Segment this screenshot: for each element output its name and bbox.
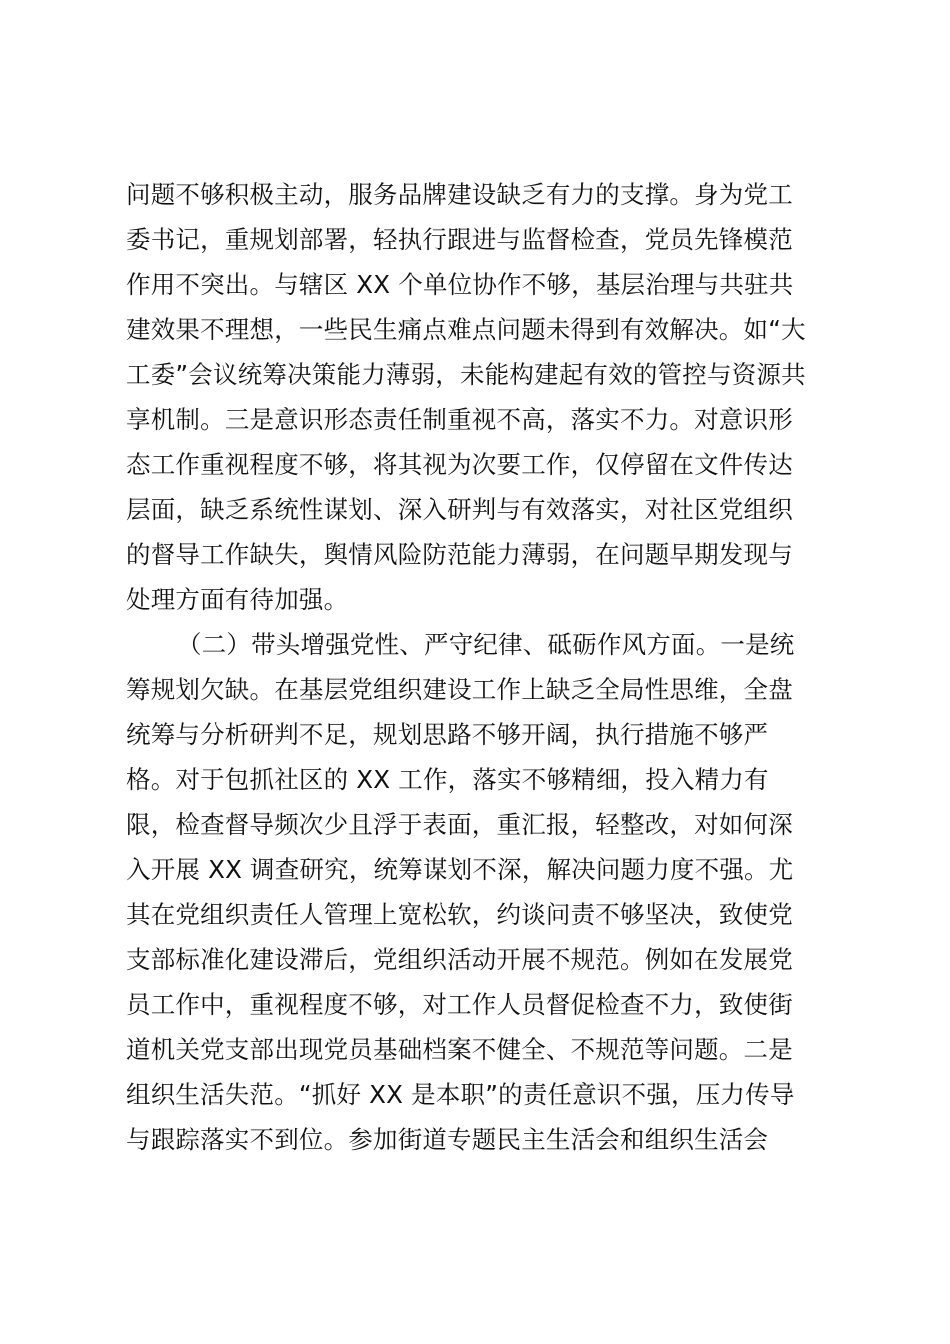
- text-line: 建效果不理想，一些民生痛点难点问题未得到有效解决。如“大: [126, 315, 806, 344]
- text-line: 与跟踪落实不到位。参加街道专题民主生活会和组织生活会: [126, 1125, 769, 1154]
- text-line: 入开展 XX 调查研究，统筹谋划不深，解决问题力度不强。尤: [126, 855, 794, 884]
- text-line: 作用不突出。与辖区 XX 个单位协作不够，基层治理与共驻共: [126, 270, 794, 299]
- text-line: 工委”会议统筹决策能力薄弱，未能构建起有效的管控与资源共: [126, 360, 806, 389]
- text-line: 统筹与分析研判不足，规划思路不够开阔，执行措施不够严: [126, 720, 769, 749]
- text-line: 筹规划欠缺。在基层党组织建设工作上缺乏全局性思维，全盘: [126, 675, 793, 704]
- text-line: 层面，缺乏系统性谋划、深入研判与有效落实，对社区党组织: [126, 495, 793, 524]
- text-line: 享机制。三是意识形态责任制重视不高，落实不力。对意识形: [126, 405, 793, 434]
- text-line: 处理方面有待加强。: [126, 585, 349, 614]
- text-line: 道机关党支部出现党员基础档案不健全、不规范等问题。二是: [126, 1035, 793, 1064]
- text-line: 其在党组织责任人管理上宽松软，约谈问责不够坚决，致使党: [126, 900, 793, 929]
- text-line: 支部标准化建设滞后，党组织活动开展不规范。例如在发展党: [126, 945, 793, 974]
- text-line: 组织生活失范。“抓好 XX 是本职”的责任意识不强，压力传导: [126, 1080, 795, 1109]
- text-line: 员工作中，重视程度不够，对工作人员督促检查不力，致使街: [126, 990, 793, 1019]
- text-line: 限，检查督导频次少且浮于表面，重汇报，轻整改，对如何深: [126, 810, 793, 839]
- text-line: 格。对于包抓社区的 XX 工作，落实不够精细，投入精力有: [126, 765, 769, 794]
- text-line: 问题不够积极主动，服务品牌建设缺乏有力的支撑。身为党工: [126, 180, 793, 209]
- document-body: [126, 172, 836, 1162]
- text-line: 委书记，重规划部署，轻执行跟进与监督检查，党员先锋模范: [126, 225, 793, 254]
- text-line: （二）带头增强党性、严守纪律、砥砺作风方面。一是统: [177, 630, 795, 659]
- text-line: 态工作重视程度不够，将其视为次要工作，仅停留在文件传达: [126, 450, 793, 479]
- text-line: 的督导工作缺失，舆情风险防范能力薄弱，在问题早期发现与: [126, 540, 793, 569]
